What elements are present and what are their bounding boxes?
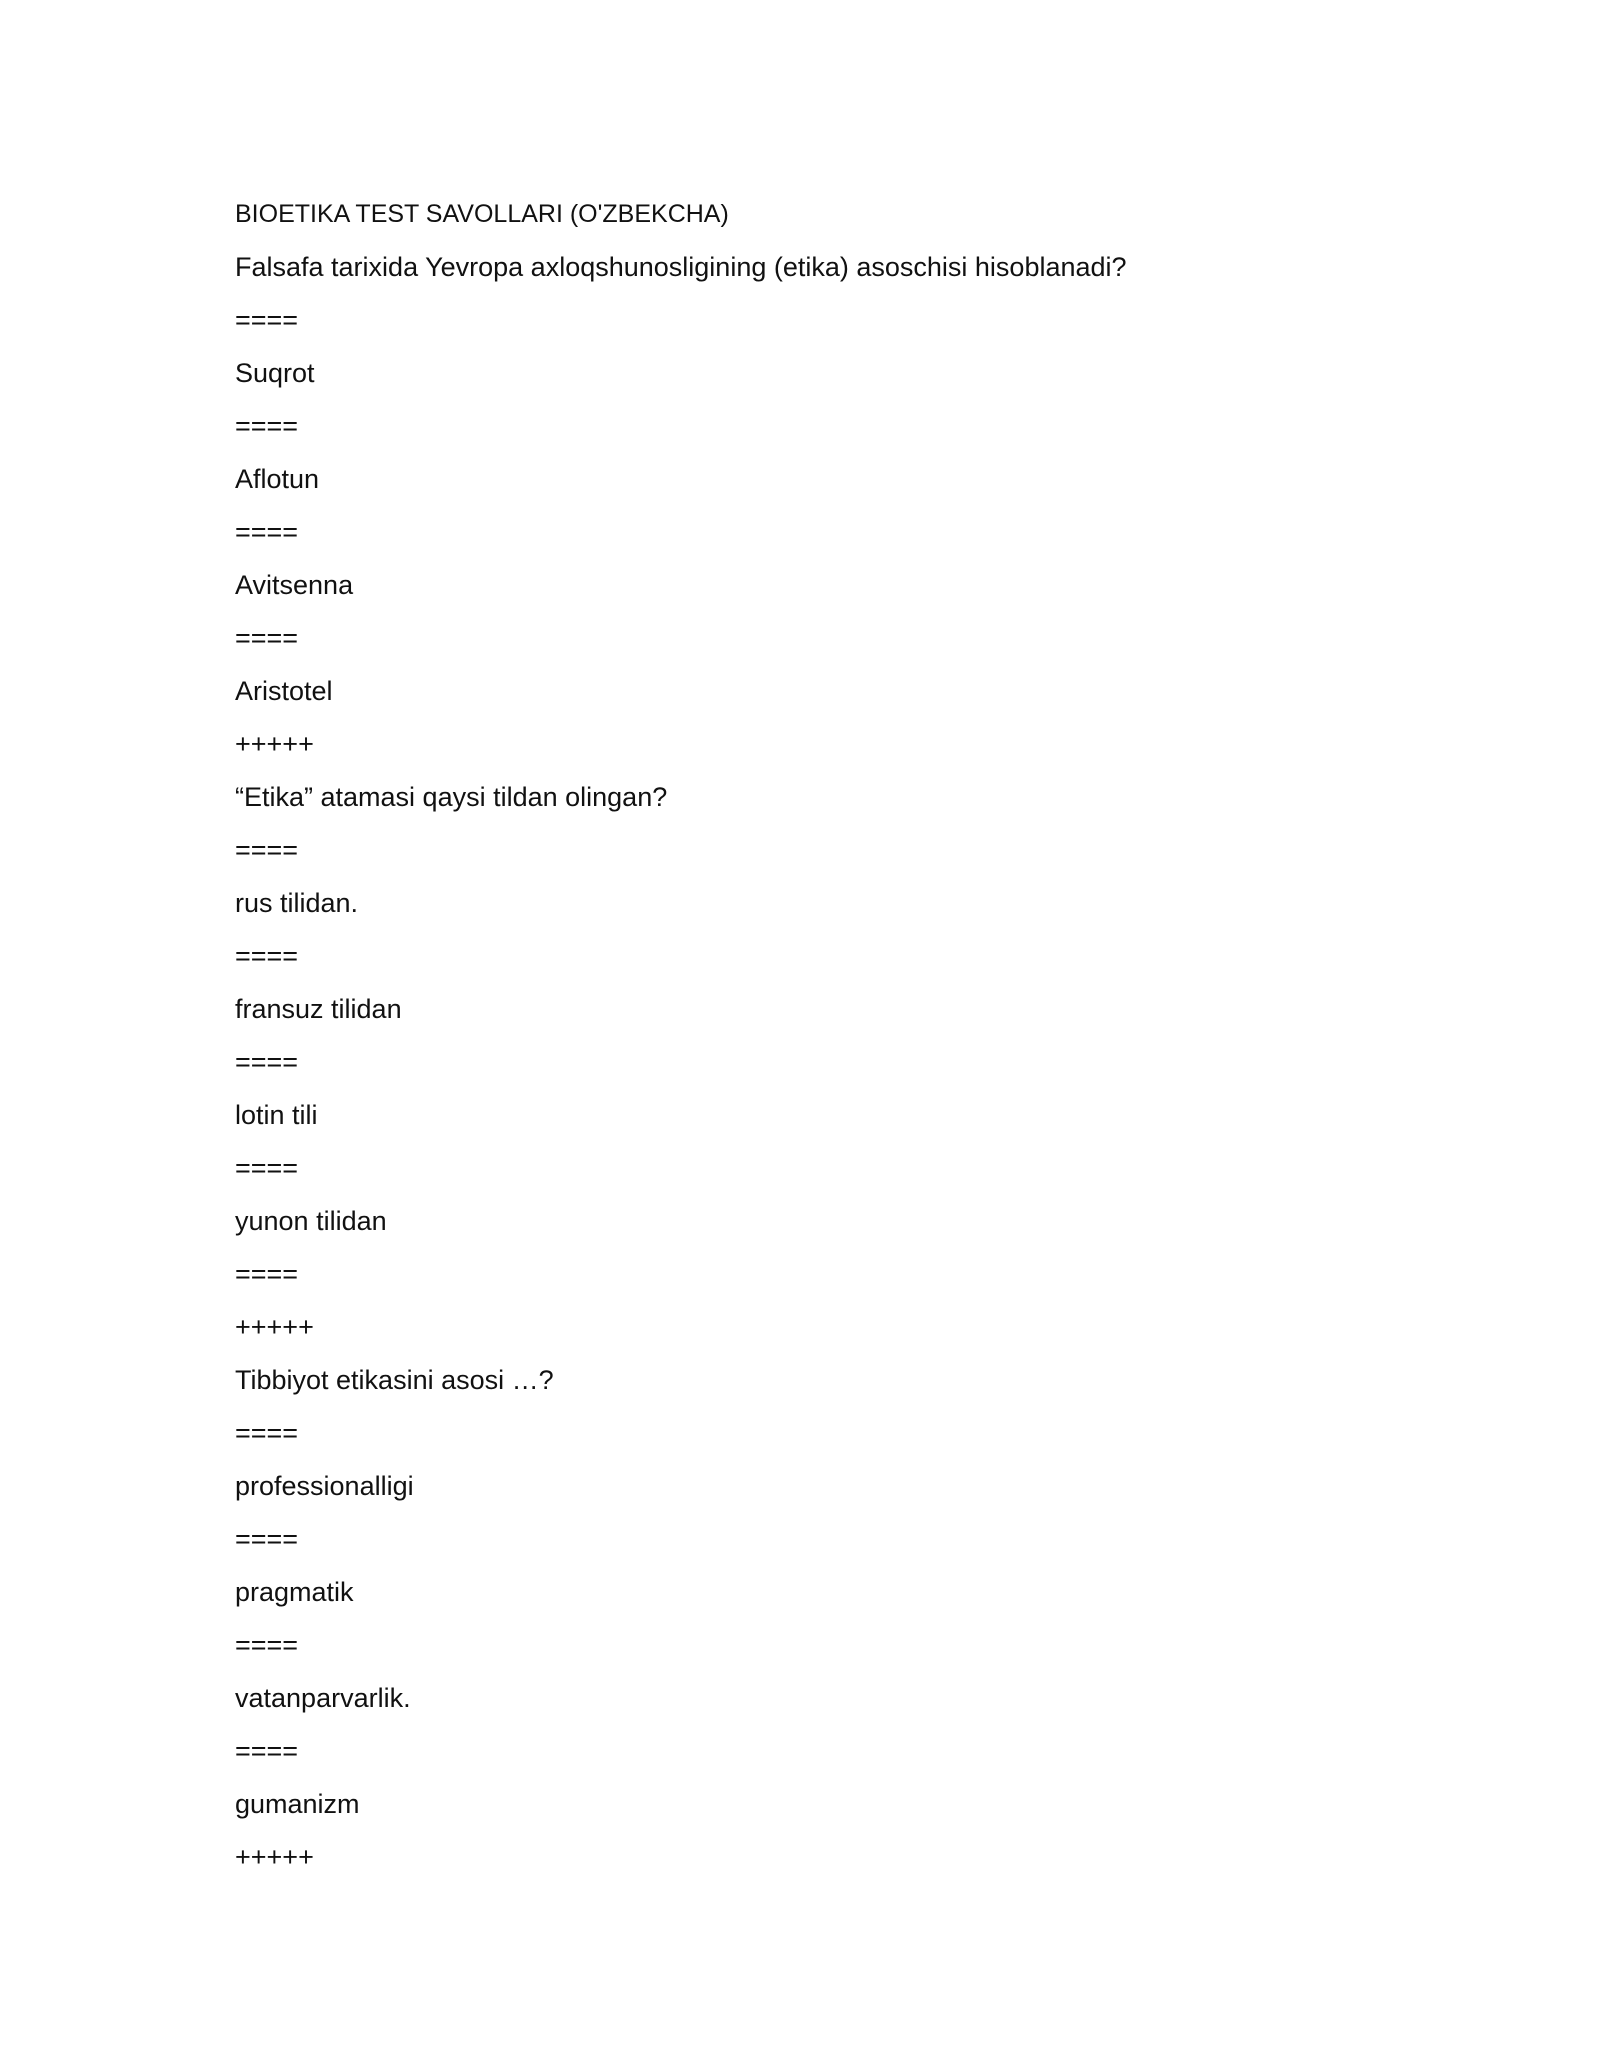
answer-option: Aflotun xyxy=(235,464,320,494)
separator: ==== xyxy=(235,1153,299,1183)
answer-option: yunon tilidan xyxy=(235,1206,387,1236)
separator: ==== xyxy=(235,411,299,441)
answer-option: Aristotel xyxy=(235,676,333,706)
separator: ==== xyxy=(235,1524,299,1554)
answer-option: professionalligi xyxy=(235,1471,414,1501)
question-text: Tibbiyot etikasini asosi …? xyxy=(235,1365,554,1395)
separator: ==== xyxy=(235,1047,299,1077)
separator: ==== xyxy=(235,305,299,335)
answer-option: pragmatik xyxy=(235,1577,354,1607)
separator: ==== xyxy=(235,1418,299,1448)
answer-option: vatanparvarlik. xyxy=(235,1683,411,1713)
question-end-marker: +++++ xyxy=(235,1842,314,1872)
document-content xyxy=(235,188,1435,1884)
answer-option: Avitsenna xyxy=(235,570,354,600)
question-end-marker: +++++ xyxy=(235,1312,314,1342)
question-text: “Etika” atamasi qaysi tildan olingan? xyxy=(235,782,668,812)
separator: ==== xyxy=(235,835,299,865)
separator: ==== xyxy=(235,517,299,547)
answer-option: rus tilidan. xyxy=(235,888,359,918)
separator: ==== xyxy=(235,623,299,653)
separator: ==== xyxy=(235,1259,299,1289)
question-end-marker: +++++ xyxy=(235,729,314,759)
answer-option: gumanizm xyxy=(235,1789,360,1819)
answer-option: fransuz tilidan xyxy=(235,994,402,1024)
answer-option: lotin tili xyxy=(235,1100,318,1130)
separator: ==== xyxy=(235,941,299,971)
separator: ==== xyxy=(235,1630,299,1660)
question-text: Falsafa tarixida Yevropa axloqshunosligining (etika) asoschisi hisoblanadi? xyxy=(235,252,1127,282)
answer-option: Suqrot xyxy=(235,358,315,388)
separator: ==== xyxy=(235,1736,299,1766)
document-title: BIOETIKA TEST SAVOLLARI (O'ZBEKCHA) xyxy=(235,200,729,228)
